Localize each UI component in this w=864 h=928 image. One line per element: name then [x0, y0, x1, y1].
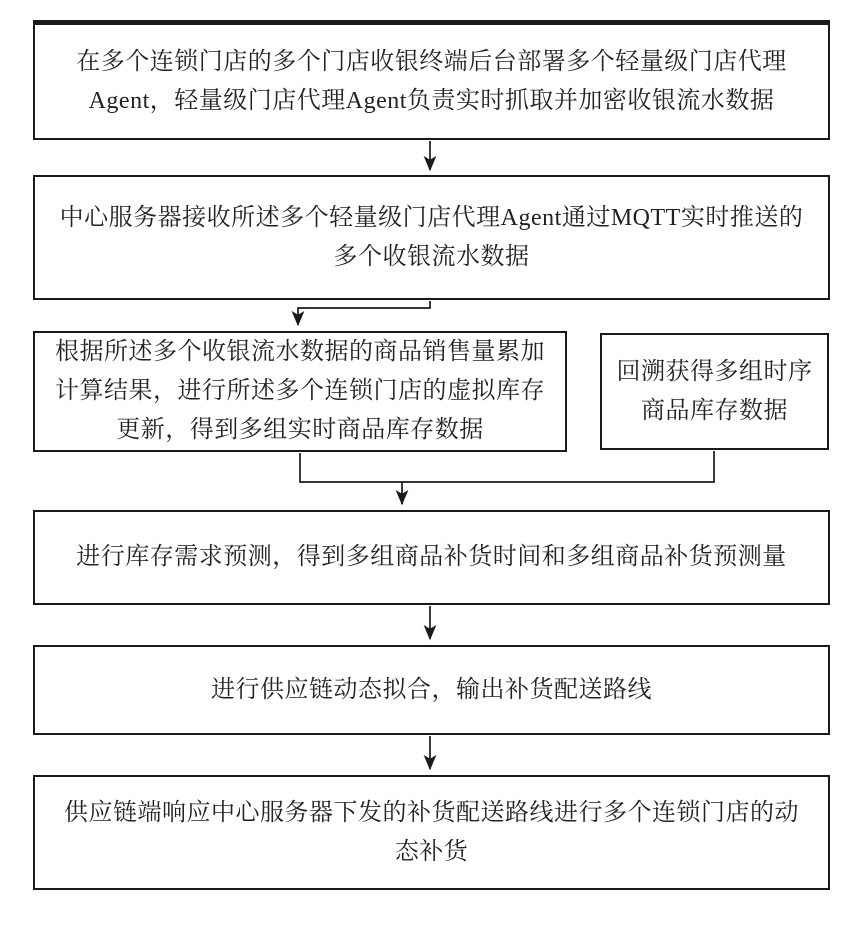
step-text-line: Agent，轻量级门店代理Agent负责实时抓取并加密收银流水数据	[88, 87, 775, 114]
step-demand-forecast-box	[33, 510, 830, 605]
step-text-line: 根据所述多个收银流水数据的商品销售量累加	[55, 339, 545, 365]
step-text-line: 更新，得到多组实时商品库存数据	[116, 417, 484, 443]
step-text-line: 回溯获得多组时序	[616, 358, 813, 385]
merge-line-step3-and-backtrack	[300, 451, 714, 482]
step-virtual-inventory-update-box	[33, 331, 567, 452]
step-text-line: 进行库存需求预测，得到多组商品补货时间和多组商品补货预测量	[76, 544, 787, 570]
step-supply-chain-fitting-box	[33, 645, 830, 735]
arrow-step2-to-step3-elbow	[298, 301, 430, 325]
step-text-line: 中心服务器接收所述多个轻量级门店代理Agent通过MQTT实时推送的	[59, 204, 804, 231]
step-text-line: 计算结果，进行所述多个连锁门店的虚拟库存	[55, 378, 545, 404]
step-text-line: 供应链端响应中心服务器下发的补货配送路线进行多个连锁门店的动	[64, 799, 799, 826]
step-deploy-store-agents-box	[33, 20, 830, 140]
step-text-line: 态补货	[394, 838, 469, 865]
step-central-server-receive-box	[33, 175, 830, 300]
step-dynamic-replenishment-box	[33, 775, 830, 890]
step-text-line: 在多个连锁门店的多个门店收银终端后台部署多个轻量级门店代理	[76, 48, 787, 75]
step-text-line: 商品库存数据	[641, 397, 788, 424]
step-backtrack-timeseries-box	[600, 333, 829, 450]
step-text-line: 进行供应链动态拟合，输出补货配送路线	[211, 676, 652, 703]
step-text-line: 多个收银流水数据	[333, 243, 530, 270]
